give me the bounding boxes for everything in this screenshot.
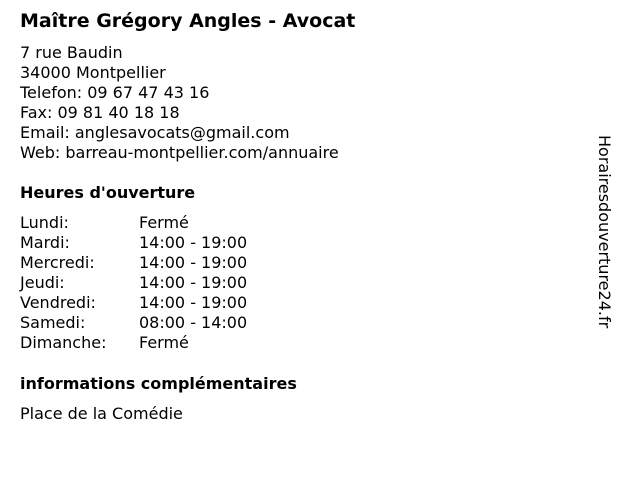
hours-row-thursday bbox=[20, 273, 247, 293]
city-address: 34000 Montpellier bbox=[20, 63, 166, 82]
time-value: Fermé bbox=[139, 333, 189, 352]
fax-number: Fax: 09 81 40 18 18 bbox=[20, 103, 180, 122]
day-label: Samedi: bbox=[20, 313, 86, 332]
day-label: Dimanche: bbox=[20, 333, 107, 352]
hours-row-tuesday bbox=[20, 233, 247, 253]
page-title: Maître Grégory Angles - Avocat bbox=[20, 10, 356, 32]
day-label: Lundi: bbox=[20, 213, 69, 232]
time-value: 14:00 - 19:00 bbox=[139, 253, 248, 272]
time-value: 14:00 - 19:00 bbox=[139, 233, 248, 252]
phone-number: Telefon: 09 67 47 43 16 bbox=[20, 83, 210, 102]
website: Web: barreau-montpellier.com/annuaire bbox=[20, 143, 339, 162]
site-watermark: Horairesdouverture24.fr bbox=[595, 135, 614, 329]
day-label: Jeudi: bbox=[20, 273, 65, 292]
time-value: 08:00 - 14:00 bbox=[139, 313, 248, 332]
email-address: Email: anglesavocats@gmail.com bbox=[20, 123, 290, 142]
day-label: Mercredi: bbox=[20, 253, 95, 272]
hours-row-monday bbox=[20, 213, 247, 233]
info-text: Place de la Comédie bbox=[20, 404, 183, 423]
hours-heading: Heures d'ouverture bbox=[20, 183, 196, 202]
info-heading: informations complémentaires bbox=[20, 374, 297, 393]
time-value: 14:00 - 19:00 bbox=[139, 293, 248, 312]
day-label: Mardi: bbox=[20, 233, 70, 252]
time-value: Fermé bbox=[139, 213, 189, 232]
hours-row-sunday bbox=[20, 333, 247, 353]
street-address: 7 rue Baudin bbox=[20, 43, 123, 62]
day-label: Vendredi: bbox=[20, 293, 96, 312]
hours-table bbox=[20, 213, 247, 353]
contact-block bbox=[20, 43, 339, 163]
time-value: 14:00 - 19:00 bbox=[139, 273, 248, 292]
hours-row-saturday bbox=[20, 313, 247, 333]
hours-row-wednesday bbox=[20, 253, 247, 273]
hours-row-friday bbox=[20, 293, 247, 313]
